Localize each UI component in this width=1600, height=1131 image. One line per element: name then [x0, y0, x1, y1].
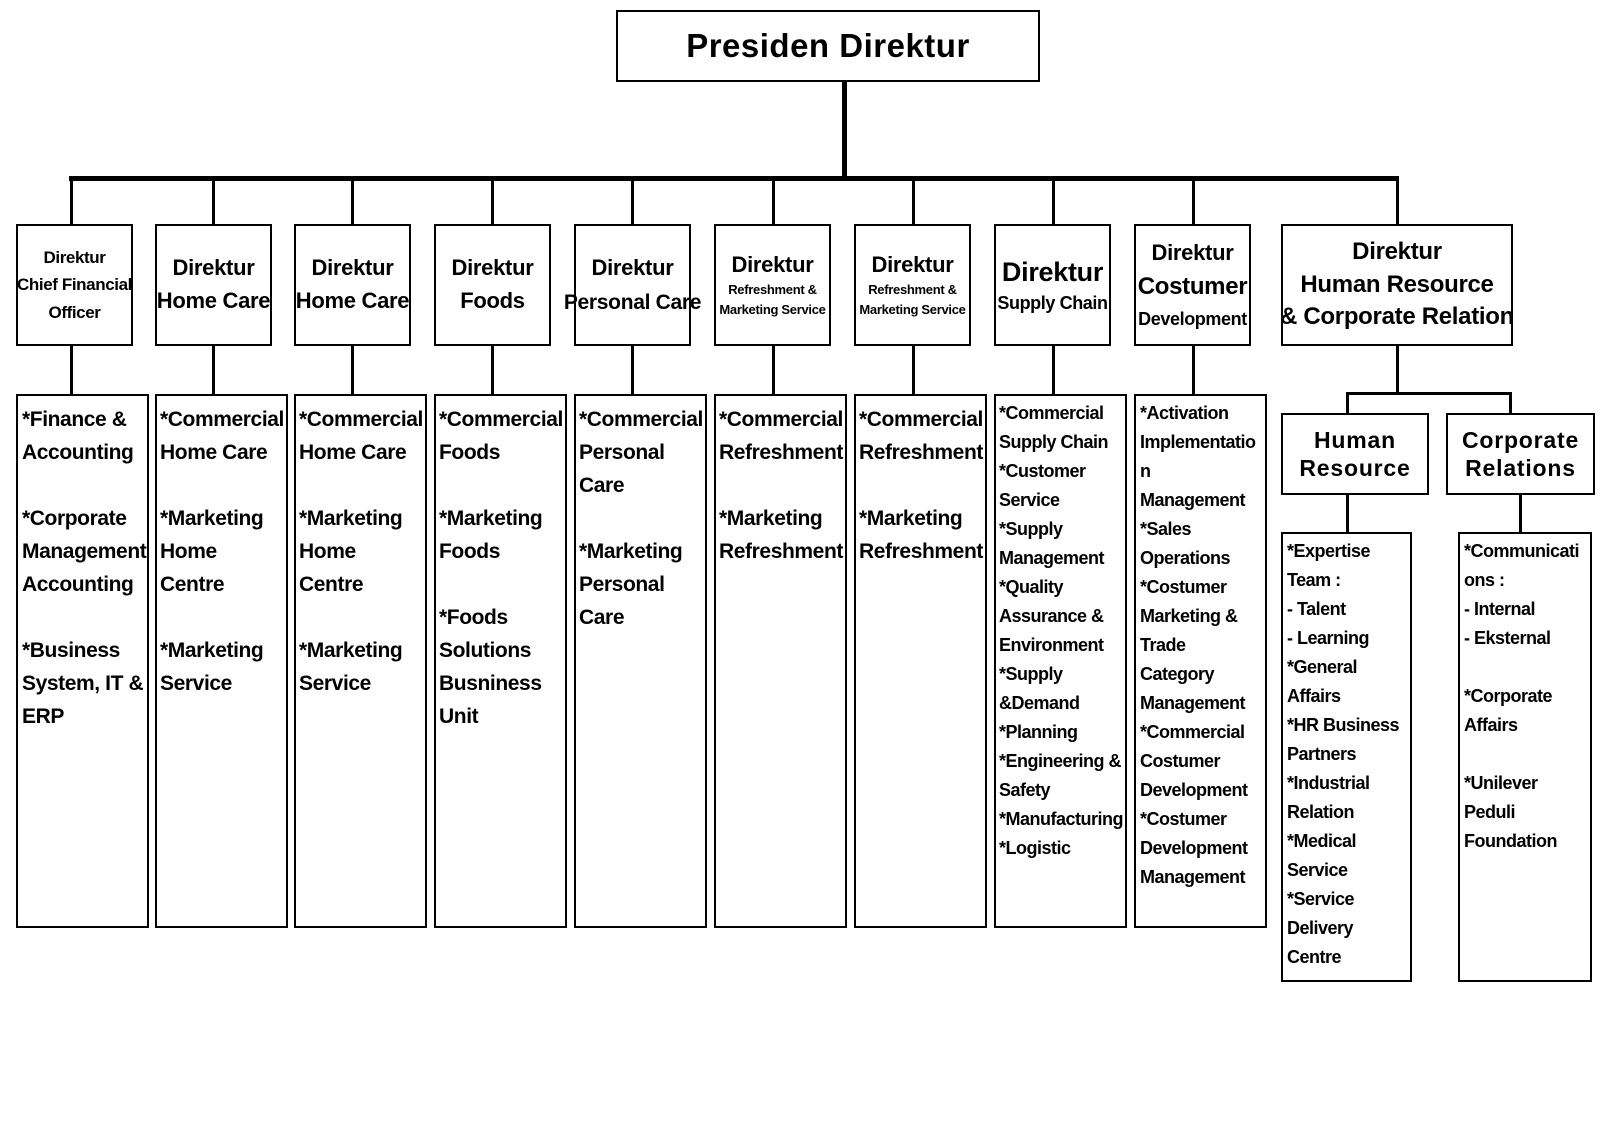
department-item: *Business System, IT & ERP — [22, 639, 144, 728]
director-personal-care-box — [563, 224, 702, 346]
subunit-item: *Industrial Relation — [1287, 773, 1370, 822]
director-title-line: Personal Care — [563, 290, 702, 314]
director-supply-chain-box — [994, 224, 1111, 346]
connector-drop — [912, 178, 915, 224]
subunit-title-line: Resource — [1299, 455, 1411, 481]
director-home-care-box — [155, 224, 272, 346]
director-title-line: Direktur — [172, 255, 255, 281]
connector-top-vertical — [842, 82, 847, 178]
connector-drop — [1192, 178, 1195, 224]
department-item: *Marketing Refreshment — [859, 507, 983, 563]
department-item: *Commercial Refreshment — [719, 408, 843, 464]
subunit-title-line: Human — [1314, 426, 1396, 453]
connector-down — [1396, 346, 1399, 392]
connector-drop — [1346, 392, 1349, 413]
department-box-personal-care — [574, 394, 707, 928]
director-foods-box — [434, 224, 551, 346]
director-title-line: Supply Chain — [997, 293, 1108, 314]
connector-drop — [491, 178, 494, 224]
director-home-care-box — [294, 224, 411, 346]
connector-down — [1192, 346, 1195, 394]
director-title-line: Human Resource — [1300, 270, 1494, 298]
director-title-line: Direktur — [1001, 256, 1104, 287]
department-item: *Commercial Home Care — [160, 408, 284, 464]
department-box-home-care — [155, 394, 288, 928]
subunit-item: - Learning — [1287, 628, 1370, 648]
subunit-item: *General Affairs — [1287, 657, 1358, 706]
director-title-line: Direktur — [871, 251, 954, 277]
subunit-item: - Internal — [1464, 599, 1536, 619]
human-resource-box — [1281, 413, 1429, 495]
department-item: *Marketing Home Centre — [299, 507, 403, 596]
subunit-item: - Talent — [1287, 599, 1346, 619]
subunit-item: *Service Delivery Centre — [1287, 889, 1355, 967]
president-director-box — [616, 10, 1040, 82]
department-item: *Marketing Refreshment — [719, 507, 843, 563]
director-title-line: Direktur — [731, 251, 814, 277]
director-title-line: Direktur — [311, 255, 394, 281]
department-box-refreshment — [714, 394, 847, 928]
connector-drop — [772, 178, 775, 224]
connector-down — [1519, 495, 1522, 532]
director-title-line: Foods — [460, 288, 525, 313]
department-item: *Manufacturing — [999, 809, 1124, 829]
department-item: *Costumer Development Management — [1140, 809, 1248, 887]
department-item: *Supply &Demand — [999, 664, 1080, 713]
subunit-title-line: Relations — [1465, 455, 1576, 481]
connector-drop — [1396, 178, 1399, 224]
department-item: *Engineering & Safety — [999, 751, 1122, 800]
subunit-item: *Communicati ons : — [1464, 541, 1580, 590]
director-title-line: Direktur — [591, 254, 674, 280]
department-item: *Supply Management — [999, 519, 1105, 568]
connector-down — [491, 346, 494, 394]
subunit-item: *Expertise Team : — [1287, 541, 1371, 590]
connector-drop — [1509, 392, 1512, 413]
director-title-line: Chief Financial — [17, 275, 132, 295]
connector-down — [1346, 495, 1349, 532]
connector-hr-horizontal — [1346, 392, 1512, 395]
connector-drop — [631, 178, 634, 224]
department-item: *Planning — [999, 722, 1078, 742]
department-item: *Commercial Refreshment — [859, 408, 983, 464]
director-title-line: Officer — [48, 302, 101, 322]
director-title-line: Costumer — [1137, 272, 1248, 300]
department-item: *Marketing Service — [160, 639, 264, 695]
subunit-item: *Unilever Peduli Foundation — [1464, 773, 1557, 851]
department-box-refreshment — [854, 394, 987, 928]
department-item: *Commercial Costumer Development — [1140, 722, 1248, 800]
department-item: *Commercial Foods — [439, 408, 563, 464]
director-title-line: Marketing Service — [859, 301, 966, 317]
subunit-item: *Medical Service — [1287, 831, 1357, 880]
department-item: *Corporate Management Accounting — [22, 507, 147, 596]
director-title-line: & Corporate Relation — [1279, 303, 1515, 331]
subunit-item: - Eksternal — [1464, 628, 1551, 648]
president-director-title: Presiden Direktur — [686, 27, 970, 64]
department-item: *Commercial Supply Chain — [999, 403, 1109, 452]
director-title-line: Development — [1138, 308, 1247, 329]
connector-down — [212, 346, 215, 394]
department-item: *Sales Operations — [1140, 519, 1231, 568]
director-title-line: Direktur — [1352, 237, 1442, 265]
connector-down — [1052, 346, 1055, 394]
director-refreshment-box — [854, 224, 971, 346]
director-title-line: Refreshment & — [868, 282, 957, 298]
director-hr-corporate-box — [1281, 224, 1513, 346]
corporate-relations-items-box — [1458, 532, 1592, 982]
department-item: *Costumer Marketing & Trade Category Management — [1140, 577, 1246, 713]
director-title-line: Direktur — [1151, 240, 1234, 266]
connector-drop — [1052, 178, 1055, 224]
department-item: *Finance & Accounting — [22, 408, 134, 464]
subunit-title-line: Corporate — [1461, 426, 1580, 453]
department-item: *Foods Solutions Busniness Unit — [439, 606, 542, 728]
director-title-line: Direktur — [451, 255, 534, 281]
connector-down — [631, 346, 634, 394]
department-box-home-care — [294, 394, 427, 928]
subunit-item: *HR Business Partners — [1287, 715, 1400, 764]
connector-drop — [351, 178, 354, 224]
department-item: *Marketing Service — [299, 639, 403, 695]
connector-main-horizontal — [69, 176, 1399, 181]
connector-drop — [212, 178, 215, 224]
department-item: *Quality Assurance & Environment — [999, 577, 1104, 655]
subunit-item: *Corporate Affairs — [1464, 686, 1553, 735]
department-item: *Marketing Personal Care — [579, 540, 683, 629]
director-title-line: Refreshment & — [728, 282, 817, 298]
department-item: *Logistic — [999, 838, 1071, 858]
department-item: *Commercial Personal Care — [579, 408, 703, 497]
connector-down — [70, 346, 73, 394]
director-title-line: Direktur — [43, 248, 106, 268]
department-box-costumer-development — [1134, 394, 1267, 928]
director-title-line: Home Care — [156, 288, 271, 313]
human-resource-items-box — [1281, 532, 1412, 982]
director-costumer-development-box — [1134, 224, 1251, 346]
corporate-relations-box — [1446, 413, 1595, 495]
department-box-cfo — [16, 394, 149, 928]
department-item: *Marketing Foods — [439, 507, 543, 563]
director-title-line: Home Care — [295, 288, 410, 313]
connector-down — [912, 346, 915, 394]
director-cfo-box — [16, 224, 133, 346]
department-item: *Marketing Home Centre — [160, 507, 264, 596]
department-box-supply-chain — [994, 394, 1127, 928]
connector-down — [351, 346, 354, 394]
department-item: *Customer Service — [999, 461, 1086, 510]
department-box-foods — [434, 394, 567, 928]
director-refreshment-box — [714, 224, 831, 346]
department-item: *Activation Implementatio n Management — [1140, 403, 1256, 510]
director-title-line: Marketing Service — [719, 301, 826, 317]
connector-drop — [70, 178, 73, 224]
department-item: *Commercial Home Care — [299, 408, 423, 464]
connector-down — [772, 346, 775, 394]
